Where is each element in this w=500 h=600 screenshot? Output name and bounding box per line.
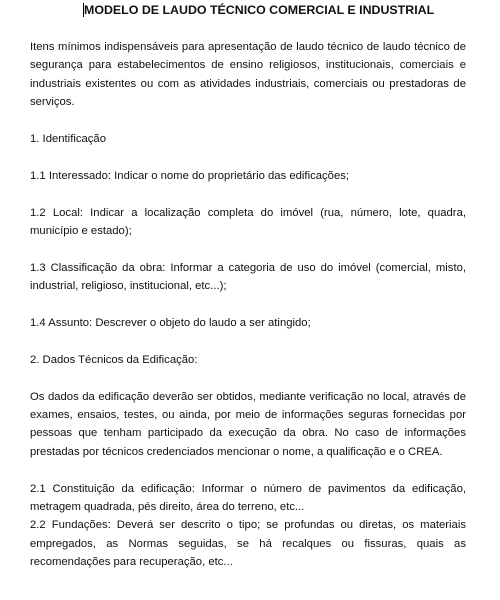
item-2-1: 2.1 Constituição da edificação: Informar o número de pavimentos da edificação, metragem quadrada, pés direito, área do terreno, etc... xyxy=(30,482,466,514)
intro-paragraph: Itens mínimos indispensáveis para apresentação de laudo técnico de laudo técnico de segurança para estabelecimentos de ensino religiosos, institucionais, comerciais e industriais existentes ou com as atividades industriais, comerciais ou prestadoras de serviços. xyxy=(30,41,466,109)
document-title: MODELO DE LAUDO TÉCNICO COMERCIAL E INDUSTRIAL xyxy=(84,3,435,17)
item-1-3: 1.3 Classificação da obra: Informar a categoria de uso do imóvel (comercial, misto, industrial, religioso, institucional, etc...); xyxy=(30,261,466,293)
item-1-4: 1.4 Assunto: Descrever o objeto do laudo a ser atingido; xyxy=(30,317,311,330)
section-1-heading: 1. Identificação xyxy=(30,133,106,146)
item-2-2: 2.2 Fundações: Deverá ser descrito o tipo; se profundas ou diretas, os materiais empregados, as Normas seguidas, se há recalques ou fissuras, quais as recomendações para recuperação, etc... xyxy=(30,519,466,569)
item-1-1: 1.1 Interessado: Indicar o nome do proprietário das edificações; xyxy=(30,169,350,182)
section-2-paragraph: Os dados da edificação deverão ser obtidos, mediante verificação no local, através de exames, ensaios, testes, ou ainda, por meio de informações seguras fornecidas por pessoas que tenham participado da execução da obra. No caso de informações prestadas por técnicos credenciados mencionar o nome, a qualificação e o CREA. xyxy=(30,390,466,458)
document-body xyxy=(30,38,466,572)
item-1-2: 1.2 Local: Indicar a localização completa do imóvel (rua, número, lote, quadra, município e estado); xyxy=(30,206,466,238)
section-2-heading: 2. Dados Técnicos da Edificação: xyxy=(30,353,198,366)
